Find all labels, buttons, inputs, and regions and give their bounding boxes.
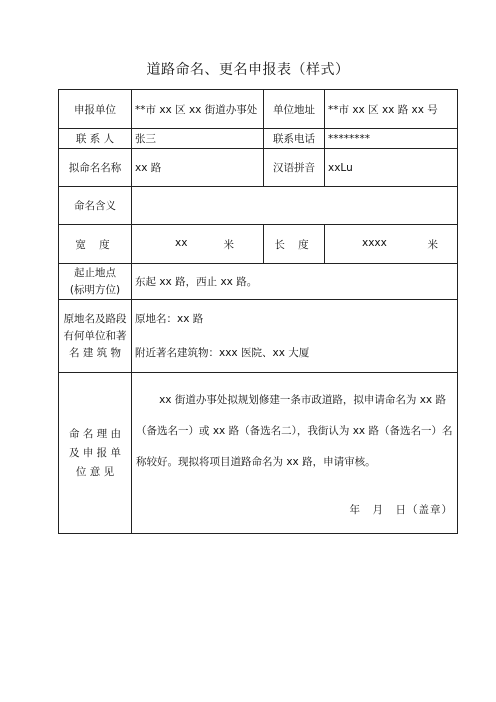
meaning-label: 命名含义 xyxy=(59,187,132,225)
form-title: 道路命名、更名申报表（样式） xyxy=(146,62,350,78)
row-contact xyxy=(59,129,458,149)
endpoints-value: 东起 xx 路，西止 xx 路。 xyxy=(132,264,458,300)
original-label-line1: 原地名及路段 xyxy=(63,312,127,325)
application-form-table xyxy=(58,89,458,534)
original-label xyxy=(59,300,132,373)
row-original-name xyxy=(59,300,458,373)
row-meaning xyxy=(59,187,458,225)
address-label: 单位地址 xyxy=(264,90,325,129)
nearby-buildings-value: 附近著名建筑物：xxx 医院、xx 大厦 xyxy=(135,346,310,359)
row-reason xyxy=(59,373,458,534)
width-cell xyxy=(132,225,264,264)
length-value: xxxx xyxy=(362,236,387,249)
applicant-value: **市 xx 区 xx 街道办事处 xyxy=(132,90,264,129)
original-name-cell xyxy=(132,300,458,373)
reason-label xyxy=(59,373,132,534)
length-cell xyxy=(325,225,458,264)
contact-label: 联 系 人 xyxy=(59,129,132,149)
proposed-name-value: xx 路 xyxy=(132,149,264,187)
length-unit: 米 xyxy=(427,238,438,251)
length-label: 长 度 xyxy=(264,225,325,264)
contact-value: 张三 xyxy=(132,129,264,149)
reason-label-line1: 命 名 理 由 xyxy=(68,427,121,440)
reason-cell xyxy=(132,373,458,534)
original-label-line2: 有何单位和著 xyxy=(63,329,127,342)
endpoints-label xyxy=(59,264,132,300)
pinyin-value: xxLu xyxy=(325,149,458,187)
endpoints-label-line1: 起止地点 xyxy=(74,266,116,279)
phone-label: 联系电话 xyxy=(264,129,325,149)
row-applicant xyxy=(59,90,458,129)
row-proposed-name xyxy=(59,149,458,187)
reason-label-line3: 位 意 见 xyxy=(75,465,115,478)
width-label: 宽 度 xyxy=(59,225,132,264)
width-value: xx xyxy=(175,236,188,249)
date-stamp: 年 月 日（盖章） xyxy=(349,504,453,516)
meaning-value xyxy=(132,187,458,225)
original-name-value: 原地名：xx 路 xyxy=(135,312,204,325)
original-label-line3: 名 建 筑 物 xyxy=(68,346,121,359)
proposed-name-label: 拟命名名称 xyxy=(59,149,132,187)
pinyin-label: 汉语拼音 xyxy=(264,149,325,187)
endpoints-label-line2: (标明方位) xyxy=(69,283,121,296)
phone-value: ******** xyxy=(325,129,458,149)
row-dimensions xyxy=(59,225,458,264)
width-unit: 米 xyxy=(223,238,234,251)
address-value: **市 xx 区 xx 路 xx 号 xyxy=(325,90,458,129)
reason-text: xx 街道办事处拟规划修建一条市政道路，拟申请命名为 xx 路（备选名一）或 xx 路（备选名二），我街认为 xx 路（备选名一）名称较好。现拟将项目道路命名为 xx 路，申请审核。 xyxy=(136,394,453,468)
row-endpoints xyxy=(59,264,458,300)
applicant-label: 申报单位 xyxy=(59,90,132,129)
reason-label-line2: 及 申 报 单 xyxy=(68,446,121,459)
